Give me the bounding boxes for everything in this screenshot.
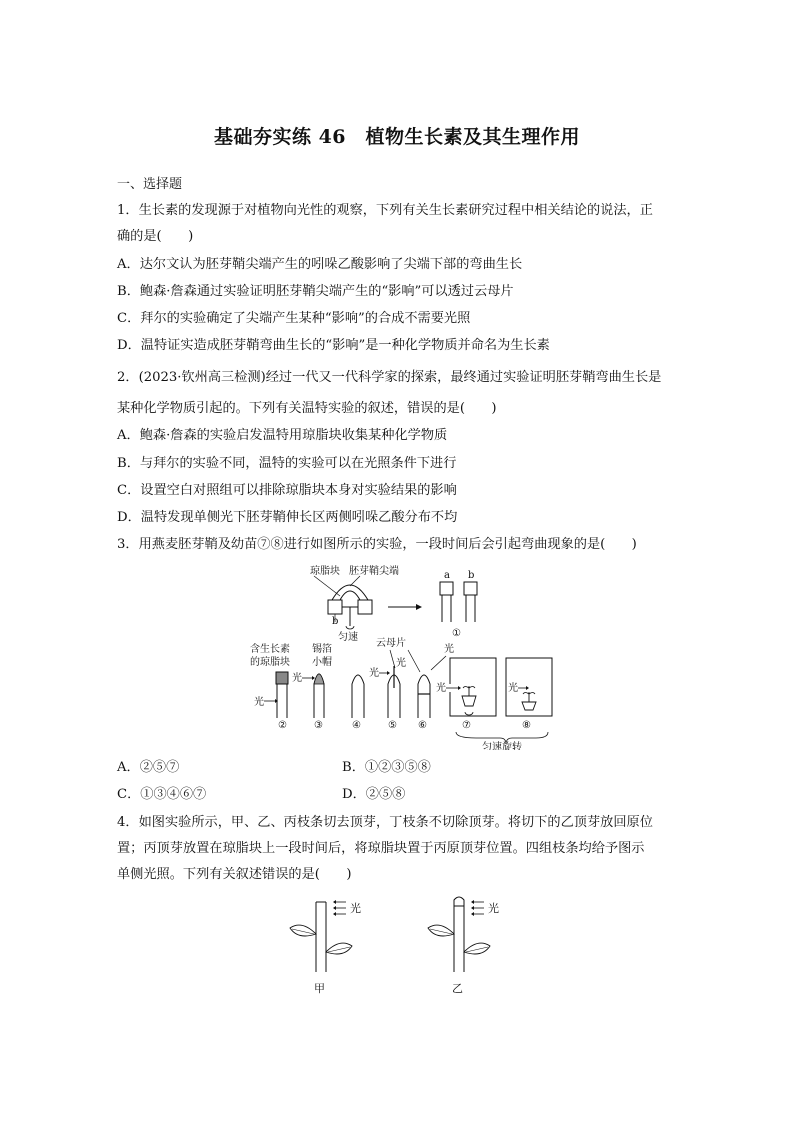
light-arrowhead-3: [312, 676, 315, 680]
leaf-jia-left: [290, 925, 316, 936]
result-block-b: [464, 582, 477, 595]
label-mica: 云母片: [376, 638, 406, 649]
page-title: 基础夯实练 46 植物生长素及其生理作用: [213, 126, 581, 148]
q1-option-b: B．鲍森·詹森通过实验证明胚芽鞘尖端产生的“影响”可以透过云母片: [117, 284, 514, 299]
label-n7: ⑦: [462, 720, 471, 731]
q1-stem-line2: 确的是( ): [117, 229, 194, 244]
label-n4: ④: [352, 720, 361, 731]
q1-option-a: A．达尔文认为胚芽鞘尖端产生的吲哚乙酸影响了尖端下部的弯曲生长: [117, 257, 523, 272]
light-head-jia-1: [333, 900, 336, 904]
label-light-jia: 光: [350, 902, 361, 915]
label-rotate: 匀速旋转: [482, 742, 522, 750]
q2-option-a: A．鲍森·詹森的实验启发温特用琼脂块收集某种化学物质: [117, 428, 448, 443]
label-b: b: [332, 616, 339, 627]
coleoptile-tip-shape: [332, 585, 368, 600]
label-n5: ⑤: [388, 720, 397, 731]
agar-block-b: [328, 600, 342, 614]
light-head-yi-2: [471, 906, 474, 910]
label-n2: ②: [278, 720, 287, 731]
auxin-agar-block: [276, 672, 288, 684]
label-a-top: a: [444, 570, 450, 581]
q4-stem-line2: 置；丙顶芽放置在琼脂块上一段时间后，将琼脂块置于丙原顶芽位置。四组枝条均给予图示: [117, 841, 645, 856]
label-n3: ③: [314, 720, 323, 731]
light-head-jia-2: [333, 906, 336, 910]
label-b-top: b: [468, 570, 475, 581]
leaf-yi-left: [428, 925, 454, 936]
coleoptile-6: [418, 675, 430, 718]
box-7: [450, 658, 496, 716]
label-yi: 乙: [452, 982, 463, 995]
q3-figure: [248, 560, 558, 750]
label-light-3: 光: [292, 673, 302, 684]
leaf-jia-right: [326, 943, 352, 954]
label-light-6a: 光: [396, 658, 406, 669]
label-foil-2: 小帽: [312, 657, 332, 668]
label-agar-block: 琼脂块: [310, 566, 340, 577]
process-arrowhead: [416, 604, 422, 610]
label-n1: ①: [452, 628, 461, 639]
rotation-arrow: [346, 626, 354, 629]
section-heading: 一、选择题: [117, 177, 183, 192]
mica-leader-6: [408, 650, 420, 672]
label-jia: 甲: [314, 982, 325, 995]
agar-block-a: [358, 600, 372, 614]
q2-option-c: C．设置空白对照组可以排除琼脂块本身对实验结果的影响: [117, 483, 457, 498]
light-head-jia-3: [333, 912, 336, 916]
q4-stem-line3: 单侧光照。下列有关叙述错误的是( ): [117, 867, 352, 882]
pot-8: [522, 702, 536, 710]
q3-figure-svg: [248, 560, 558, 750]
coleoptile-4: [352, 675, 364, 718]
label-light-2: 光: [254, 697, 264, 708]
mica-leader-5: [390, 650, 395, 668]
coleoptile-tip-inner: [340, 591, 360, 600]
label-n6: ⑥: [418, 720, 427, 731]
q2-option-b: B．与拜尔的实验不同，温特的实验可以在光照条件下进行: [117, 456, 457, 471]
light-arrow-6: [431, 656, 446, 670]
q2-option-d: D．温特发现单侧光下胚芽鞘伸长区两侧吲哚乙酸分布不均: [117, 510, 458, 525]
label-uniform: 匀速: [338, 632, 358, 643]
leader-line-agar: [314, 576, 340, 596]
leaf-yi-right: [464, 943, 490, 954]
q4-figure-svg: [280, 892, 520, 1002]
label-auxin-agar-1: 含生长素: [250, 644, 290, 655]
light-arrowhead-5: [387, 671, 390, 675]
label-light-yi: 光: [488, 902, 499, 915]
label-n8: ⑧: [522, 720, 531, 731]
q1-option-d: D．温特证实造成胚芽鞘弯曲生长的“影响”是一种化学物质并命名为生长素: [117, 338, 550, 353]
q2-stem-line2: 某种化学物质引起的。下列有关温特实验的叙述，错误的是( ): [117, 401, 497, 416]
label-auxin-agar-2: 的琼脂块: [250, 657, 290, 668]
light-arrowhead-7: [458, 686, 461, 690]
q3-option-c: C．①③④⑥⑦: [117, 787, 207, 802]
q1-stem-line1: 1．生长素的发现源于对植物向光性的观察，下列有关生长素研究过程中相关结论的说法，正: [117, 203, 653, 218]
q1-option-c: C．拜尔的实验确定了尖端产生某种“影响”的合成不需要光照: [117, 311, 471, 326]
q2-stem-line1: 2．(2023·钦州高三检测)经过一代又一代科学家的探索，最终通过实验证明胚芽鞘弯曲生长是: [117, 370, 662, 385]
label-coleoptile-tip: 胚芽鞘尖端: [349, 566, 399, 577]
light-arrowhead-8: [526, 686, 529, 690]
q4-figure: [280, 892, 520, 1002]
label-light-8: 光: [508, 683, 518, 694]
bud-yi: [454, 897, 464, 906]
q3-option-b: B．①②③⑤⑧: [342, 760, 431, 775]
label-light-7: 光: [436, 683, 446, 694]
label-foil-1: 锡箔: [312, 644, 332, 655]
q4-stem-line1: 4．如图实验所示，甲、乙、丙枝条切去顶芽，丁枝条不切除顶芽。将切下的乙顶芽放回原位: [117, 815, 653, 830]
foil-cap: [314, 674, 324, 684]
pot-7: [462, 696, 476, 706]
q3-option-d: D．②⑤⑧: [342, 787, 406, 802]
label-light-5: 光: [369, 668, 379, 679]
q3-option-a: A．②⑤⑦: [117, 760, 180, 775]
label-light-6b: 光: [444, 644, 454, 655]
q3-stem: 3．用燕麦胚芽鞘及幼苗⑦⑧进行如图所示的实验，一段时间后会引起弯曲现象的是( ): [117, 537, 637, 552]
result-block-a: [440, 582, 453, 595]
rotation-7: [465, 712, 473, 715]
light-head-yi-1: [471, 900, 474, 904]
leader-line-tip: [350, 576, 360, 586]
light-head-yi-3: [471, 912, 474, 916]
